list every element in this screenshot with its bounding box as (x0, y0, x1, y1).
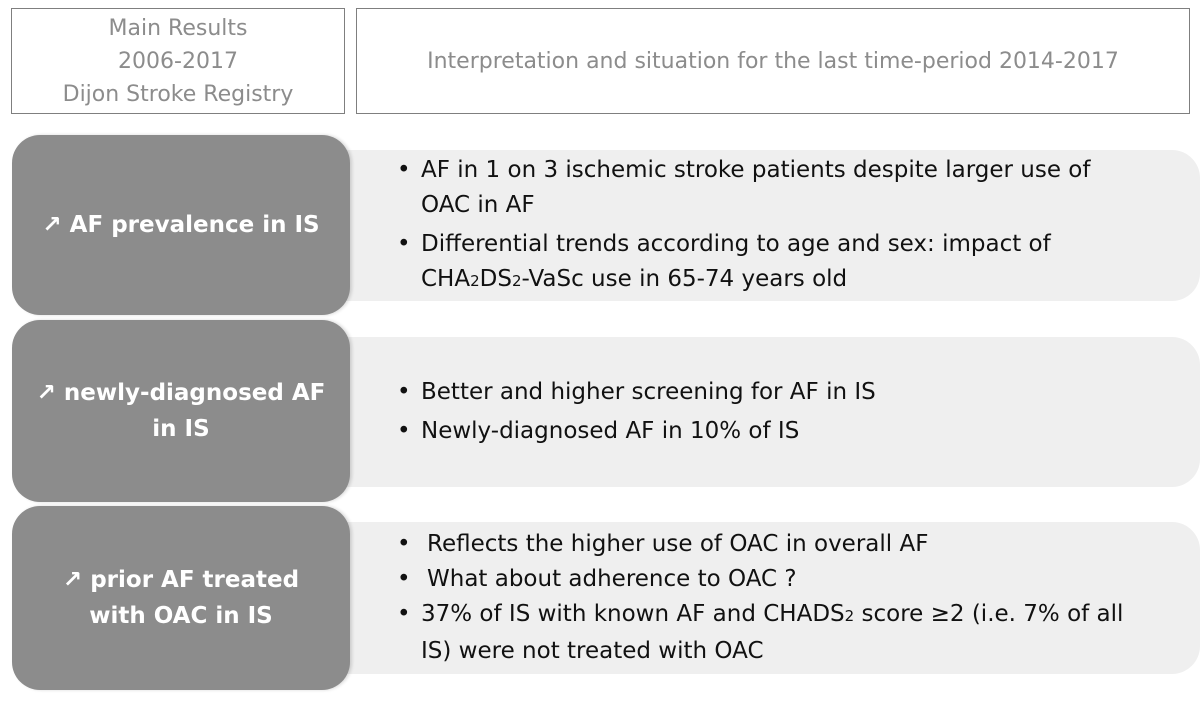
row-1-label (12, 135, 350, 315)
row-3-bullet-2: • What about adherence to OAC ? (397, 562, 1140, 597)
header-right-text: Interpretation and situation for the last time-period 2014-2017 (427, 48, 1119, 74)
header-interpretation (356, 8, 1190, 114)
row-2-bullet-2: • Newly-diagnosed AF in 10% of IS (397, 414, 1140, 449)
row-1-bullet-1: • AF in 1 on 3 ischemic stroke patients despite larger use of OAC in AF (397, 153, 1140, 223)
row-1-bullet-2-mid: DS (479, 265, 512, 292)
row-1-bullet-2-before: Differential trends according to age and sex: impact of CHA (421, 230, 1051, 292)
row-3-label-line-2: with OAC in IS (89, 603, 273, 629)
row-3-content (305, 522, 1200, 674)
row-3-bullet-3 (397, 597, 1140, 669)
row-2-bullet-1: • Better and higher screening for AF in IS (397, 375, 1140, 410)
row-3-bullet-3-before: 37% of IS with known AF and CHADS (421, 601, 845, 627)
row-2-label (12, 320, 350, 502)
row-2-label-line-1: ↗ newly-diagnosed AF (36, 380, 326, 406)
header-left-line-2: 2006-2017 (118, 48, 238, 74)
row-2-label-line-2: in IS (152, 416, 210, 442)
row-1-bullet-2-after: -VaSc use in 65-74 years old (521, 265, 848, 292)
row-1-bullet-2-sub-1: 2 (470, 271, 480, 290)
header-left-line-3: Dijon Stroke Registry (62, 81, 294, 107)
row-1-bullet-2 (397, 227, 1140, 299)
row-1-content (305, 150, 1200, 301)
row-1-bullet-2-sub-2: 2 (511, 271, 522, 290)
row-3-label (12, 506, 350, 690)
header-main-results (11, 8, 345, 114)
row-1-label-line-1: ↗ AF prevalence in IS (42, 212, 320, 238)
row-2-content (305, 337, 1200, 487)
row-3-label-line-1: ↗ prior AF treated (62, 567, 300, 593)
header-left-line-1: Main Results (108, 15, 248, 41)
row-3-bullet-1: • Reflects the higher use of OAC in overall AF (397, 527, 1140, 562)
row-3-bullet-3-sub-1: 2 (844, 607, 855, 625)
row-3-bullet-3-after: score ≥2 (i.e. 7% of all IS) were not treated with OAC (421, 601, 1124, 664)
